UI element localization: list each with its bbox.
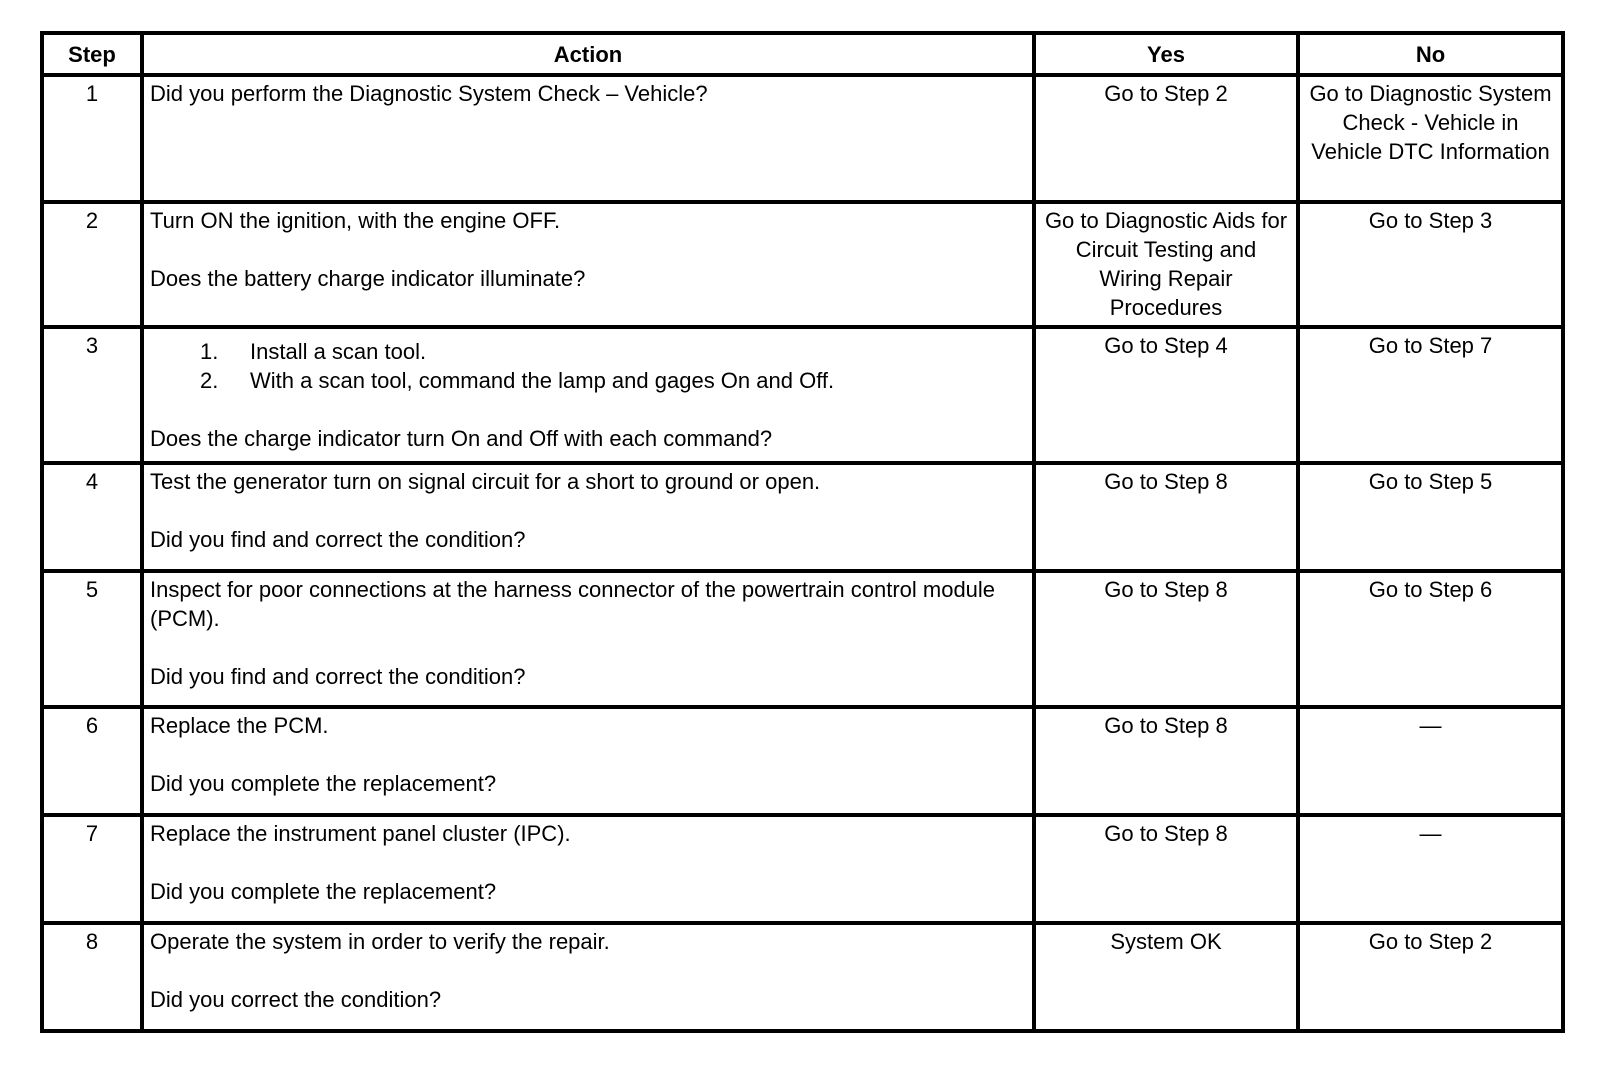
- action-cell: [142, 202, 1034, 327]
- substep-text: Install a scan tool.: [250, 339, 427, 364]
- yes-cell: Go to Diagnostic Aids for Circuit Testing and Wiring Repair Procedures: [1034, 202, 1298, 327]
- header-yes: Yes: [1034, 33, 1298, 75]
- action-cell: [142, 463, 1034, 571]
- action-cell: [142, 571, 1034, 707]
- action-question: Did you find and correct the condition?: [150, 527, 526, 552]
- substep-item: [200, 366, 1026, 395]
- action-question: Did you complete the replacement?: [150, 879, 497, 904]
- no-cell: Go to Step 7: [1298, 327, 1563, 463]
- step-number: 1: [42, 75, 142, 202]
- action-text: Turn ON the ignition, with the engine OFF.: [150, 208, 561, 233]
- table-row: [42, 571, 1563, 707]
- no-cell: Go to Step 6: [1298, 571, 1563, 707]
- yes-cell: Go to Step 2: [1034, 75, 1298, 202]
- action-text: Inspect for poor connections at the harness connector of the powertrain control module (PCM).: [150, 577, 996, 631]
- substep-item: [200, 337, 1026, 366]
- step-number: 3: [42, 327, 142, 463]
- substep-text: With a scan tool, command the lamp and gages On and Off.: [250, 368, 835, 393]
- action-text: Replace the instrument panel cluster (IPC).: [150, 821, 571, 846]
- substep-number: 2.: [200, 368, 219, 393]
- table-row: [42, 923, 1563, 1031]
- action-cell: [142, 707, 1034, 815]
- yes-cell: Go to Step 8: [1034, 815, 1298, 923]
- substep-list: [150, 337, 1026, 395]
- action-question: Does the battery charge indicator illuminate?: [150, 266, 586, 291]
- table-row: [42, 327, 1563, 463]
- no-cell: —: [1298, 707, 1563, 815]
- action-text: Test the generator turn on signal circuit for a short to ground or open.: [150, 469, 821, 494]
- table-row: [42, 463, 1563, 571]
- action-text: Operate the system in order to verify the repair.: [150, 929, 610, 954]
- no-cell: Go to Step 5: [1298, 463, 1563, 571]
- action-cell: [142, 75, 1034, 202]
- step-number: 8: [42, 923, 142, 1031]
- table-row: [42, 707, 1563, 815]
- yes-cell: Go to Step 8: [1034, 571, 1298, 707]
- table-row: [42, 75, 1563, 202]
- step-number: 5: [42, 571, 142, 707]
- action-cell: [142, 327, 1034, 463]
- table-header-row: [42, 33, 1563, 75]
- no-cell: Go to Step 2: [1298, 923, 1563, 1031]
- no-cell: —: [1298, 815, 1563, 923]
- diagnostic-table-container: [40, 31, 1565, 1033]
- action-text: Did you perform the Diagnostic System Check – Vehicle?: [150, 81, 708, 106]
- yes-cell: System OK: [1034, 923, 1298, 1031]
- no-cell: Go to Step 3: [1298, 202, 1563, 327]
- substep-number: 1.: [200, 339, 219, 364]
- header-action: Action: [142, 33, 1034, 75]
- diagnostic-table: [40, 31, 1565, 1033]
- yes-cell: Go to Step 8: [1034, 707, 1298, 815]
- action-question: Did you correct the condition?: [150, 987, 442, 1012]
- action-cell: [142, 923, 1034, 1031]
- step-number: 2: [42, 202, 142, 327]
- table-row: [42, 202, 1563, 327]
- action-question: Did you complete the replacement?: [150, 771, 497, 796]
- action-question: Did you find and correct the condition?: [150, 664, 526, 689]
- no-cell: Go to Diagnostic System Check - Vehicle in Vehicle DTC Information: [1298, 75, 1563, 202]
- yes-cell: Go to Step 4: [1034, 327, 1298, 463]
- header-no: No: [1298, 33, 1563, 75]
- action-question: Does the charge indicator turn On and Off with each command?: [150, 426, 773, 451]
- table-row: [42, 815, 1563, 923]
- step-number: 7: [42, 815, 142, 923]
- action-text: Replace the PCM.: [150, 713, 329, 738]
- step-number: 6: [42, 707, 142, 815]
- action-cell: [142, 815, 1034, 923]
- header-step: Step: [42, 33, 142, 75]
- yes-cell: Go to Step 8: [1034, 463, 1298, 571]
- step-number: 4: [42, 463, 142, 571]
